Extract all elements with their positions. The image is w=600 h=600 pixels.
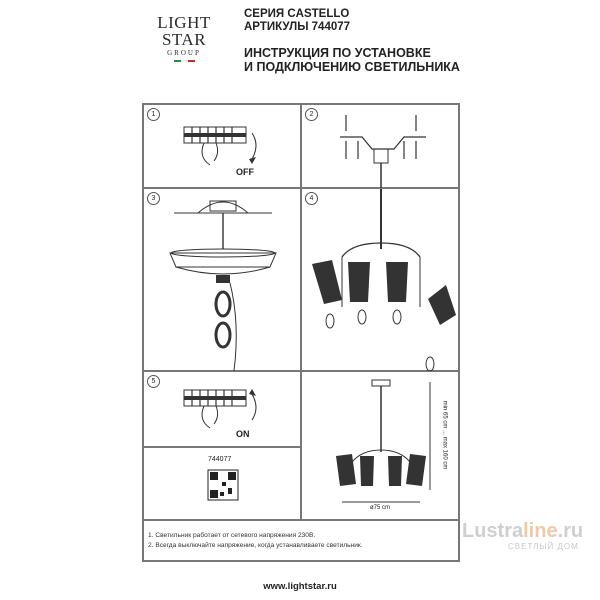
step-1-panel [143, 104, 301, 188]
mounting-bracket-illustration [302, 105, 460, 189]
off-label: OFF [236, 167, 254, 177]
chandelier-shades-illustration [302, 189, 460, 372]
diameter-dimension: ø75 cm [370, 505, 391, 511]
article-code: 744077 [208, 456, 232, 463]
italian-flag-icon [152, 60, 216, 62]
brand-logo [152, 14, 216, 62]
website-url: www.lightstar.ru [263, 581, 337, 592]
article-numbers: АРТИКУЛЫ 744077 [244, 21, 351, 33]
qr-code-icon [144, 448, 302, 521]
watermark-c: .ru [557, 520, 584, 542]
step-3-number: 3 [147, 192, 160, 205]
step-3-panel [143, 188, 301, 371]
step-1-number: 1 [147, 108, 160, 121]
step-5-panel [143, 371, 301, 447]
dimension-illustration [302, 372, 460, 521]
step-6-panel [301, 371, 459, 520]
instruction-grid [142, 103, 460, 562]
title-line-1: ИНСТРУКЦИЯ ПО УСТАНОВКЕ [244, 46, 431, 60]
series-name: СЕРИЯ CASTELLO [244, 8, 350, 20]
step-2-panel [301, 104, 459, 188]
note-2: 2. Всегда выключайте напряжение, когда устанавливаете светильник. [148, 542, 363, 549]
step-4-panel [301, 188, 459, 371]
canopy-chain-illustration [144, 189, 302, 372]
logo-line-1: LIGHT [157, 13, 211, 32]
notes [148, 531, 363, 551]
series-header [244, 8, 350, 34]
watermark [462, 520, 583, 543]
article-qr-panel [143, 447, 301, 520]
watermark-a: Lustra [462, 520, 524, 542]
watermark-sub: СВЕТЛЫЙ ДОМ [508, 542, 579, 551]
note-1: 1. Светильник работает от сетевого напряжения 230В. [148, 532, 316, 539]
on-label: ON [236, 429, 250, 439]
height-dimension: min 65 cm ... max 160 cm [441, 400, 448, 470]
step-2-number: 2 [305, 108, 318, 121]
title-line-2: И ПОДКЛЮЧЕНИЮ СВЕТИЛЬНИКА [244, 60, 460, 74]
terminal-on-illustration [144, 372, 302, 448]
terminal-off-illustration [144, 105, 302, 189]
logo-line-2: STAR [161, 30, 207, 49]
instruction-title [244, 46, 460, 74]
watermark-b: line [523, 520, 558, 542]
step-4-number: 4 [305, 192, 318, 205]
step-5-number: 5 [147, 375, 160, 388]
logo-line-3: GROUP [167, 49, 201, 57]
